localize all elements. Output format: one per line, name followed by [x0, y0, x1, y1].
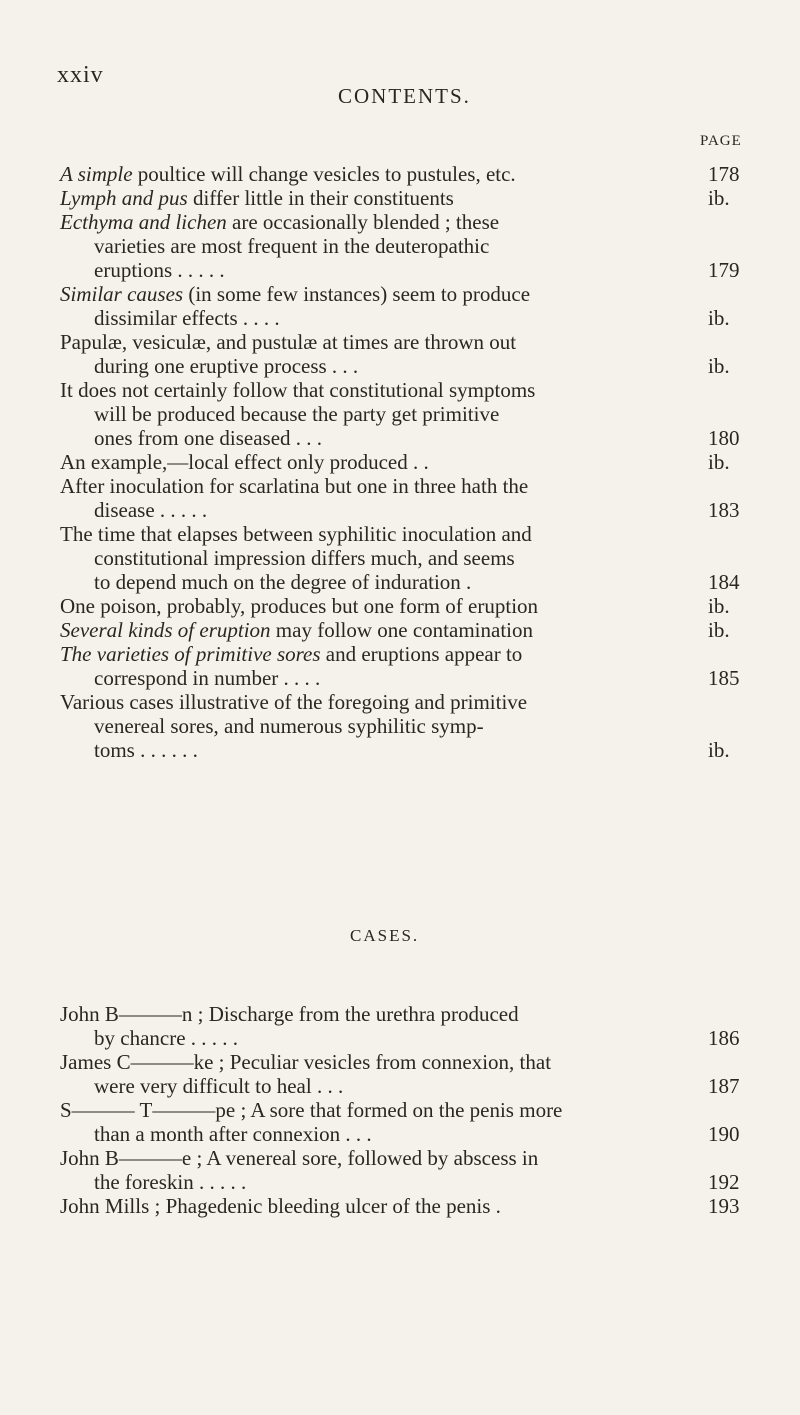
- contents-entry: [60, 522, 760, 594]
- contents-entry-text: (in some few instances) seem to produce: [183, 282, 531, 306]
- case-entry-line: [60, 1002, 760, 1026]
- contents-entry-line: [60, 282, 760, 306]
- contents-entry: [60, 690, 760, 762]
- running-head: CONTENTS.: [338, 84, 471, 108]
- contents-entry-page-ref: ib.: [708, 354, 730, 378]
- contents-entry-continuation-line: toms . . . . . .: [94, 738, 198, 762]
- contents-entry-italic-lead: Ecthyma and lichen: [60, 210, 227, 234]
- contents-entry-text: After inoculation for scarlatina but one in three hath the: [60, 474, 529, 498]
- contents-entry-continuation-line: eruptions . . . . .: [94, 258, 225, 282]
- contents-entry-page-ref: 179: [708, 258, 740, 282]
- case-entry-line: [60, 1146, 760, 1170]
- case-entry-text: James C———ke ; Peculiar vesicles from connexion, that: [60, 1050, 552, 1074]
- contents-entry: [60, 210, 760, 282]
- contents-entry-text: may follow one contamination: [270, 618, 533, 642]
- contents-entry-italic-lead: Similar causes: [60, 282, 184, 306]
- case-entry: [60, 1098, 760, 1146]
- contents-entry-text: differ little in their constituents: [187, 186, 454, 210]
- contents-entry-page-ref: ib.: [708, 594, 730, 618]
- contents-entry-page-ref: ib.: [708, 618, 730, 642]
- contents-entry-text: Papulæ, vesiculæ, and pustulæ at times are thrown out: [60, 330, 517, 354]
- contents-entry-continuation-line: dissimilar effects . . . .: [94, 306, 280, 330]
- contents-entry-italic-lead: The varieties of primitive sores: [60, 642, 321, 666]
- contents-entry-line: [60, 522, 760, 546]
- contents-entry-page-ref: 180: [708, 426, 740, 450]
- case-entry-continuation-line: by chancre . . . . .: [94, 1026, 239, 1050]
- case-entry: [60, 1002, 760, 1050]
- contents-entry-italic-lead: Lymph and pus: [60, 186, 188, 210]
- case-entry-continuation-line: than a month after connexion . . .: [94, 1122, 372, 1146]
- contents-entry-text: and eruptions appear to: [320, 642, 523, 666]
- contents-entry-line: [60, 450, 760, 474]
- contents-entry-italic-lead: A simple: [60, 162, 133, 186]
- contents-entry: [60, 162, 760, 186]
- case-entry-page-ref: 190: [708, 1122, 740, 1146]
- contents-entry-continuation-line: varieties are most frequent in the deuteropathic: [94, 234, 490, 258]
- contents-entry: [60, 378, 760, 450]
- page-number: xxiv: [57, 62, 104, 88]
- contents-entry: [60, 594, 760, 618]
- contents-entry-line: [60, 642, 760, 666]
- contents-entry-text: are occasionally blended ; these: [226, 210, 500, 234]
- contents-entry-text: It does not certainly follow that constitutional symptoms: [60, 378, 536, 402]
- contents-entry: [60, 450, 760, 474]
- contents-entry: [60, 618, 760, 642]
- contents-entry-continuation-line: venereal sores, and numerous syphilitic symp-: [94, 714, 484, 738]
- contents-entry-line: [60, 210, 760, 234]
- contents-entry-line: [60, 186, 760, 210]
- contents-entry-line: [60, 474, 760, 498]
- contents-entry-text: An example,—local effect only produced . .: [60, 450, 429, 474]
- contents-entry-continuation-line: constitutional impression differs much, and seems: [94, 546, 515, 570]
- case-entry-page-ref: 193: [708, 1194, 740, 1218]
- contents-entry-page-ref: 183: [708, 498, 740, 522]
- case-entry-page-ref: 187: [708, 1074, 740, 1098]
- contents-entry-line: [60, 378, 760, 402]
- cases-heading: CASES.: [350, 926, 420, 945]
- case-entry-text: S——— T———pe ; A sore that formed on the penis more: [60, 1098, 563, 1122]
- case-entry-text: John B———n ; Discharge from the urethra produced: [60, 1002, 519, 1026]
- contents-entry-continuation-line: ones from one diseased . . .: [94, 426, 323, 450]
- contents-entry-continuation-line: correspond in number . . . .: [94, 666, 321, 690]
- case-entry: [60, 1050, 760, 1098]
- contents-entry-text: One poison, probably, produces but one form of eruption: [60, 594, 539, 618]
- case-entry-line: [60, 1050, 760, 1074]
- case-entry-text: John Mills ; Phagedenic bleeding ulcer of the penis .: [60, 1194, 501, 1218]
- contents-entry-text: poultice will change vesicles to pustules, etc.: [132, 162, 516, 186]
- contents-entry-page-ref: ib.: [708, 738, 730, 762]
- contents-entry: [60, 642, 760, 690]
- contents-entry-italic-lead: Several kinds of eruption: [60, 618, 271, 642]
- contents-entry-continuation-line: to depend much on the degree of induration .: [94, 570, 472, 594]
- case-entry-page-ref: 192: [708, 1170, 740, 1194]
- contents-entry-page-ref: ib.: [708, 306, 730, 330]
- page-column-label: PAGE: [700, 133, 742, 149]
- contents-entry-line: [60, 162, 760, 186]
- case-entry-line: [60, 1194, 760, 1218]
- contents-entry-line: [60, 690, 760, 714]
- case-entry-page-ref: 186: [708, 1026, 740, 1050]
- contents-entry-page-ref: 184: [708, 570, 740, 594]
- case-entry: [60, 1194, 760, 1218]
- case-entry-continuation-line: were very difficult to heal . . .: [94, 1074, 344, 1098]
- contents-entry: [60, 186, 760, 210]
- case-entry-continuation-line: the foreskin . . . . .: [94, 1170, 247, 1194]
- contents-entry-text: Various cases illustrative of the foregoing and primitive: [60, 690, 528, 714]
- contents-entry-line: [60, 618, 760, 642]
- contents-entry-text: The time that elapses between syphilitic inoculation and: [60, 522, 532, 546]
- contents-entry: [60, 330, 760, 378]
- contents-entry-page-ref: ib.: [708, 186, 730, 210]
- contents-entry-page-ref: 178: [708, 162, 740, 186]
- case-entry-line: [60, 1098, 760, 1122]
- contents-entry: [60, 474, 760, 522]
- contents-entry-continuation-line: disease . . . . .: [94, 498, 208, 522]
- contents-entry-continuation-line: will be produced because the party get primitive: [94, 402, 500, 426]
- contents-entry-line: [60, 594, 760, 618]
- contents-entry: [60, 282, 760, 330]
- contents-entry-page-ref: 185: [708, 666, 740, 690]
- case-entry-text: John B———e ; A venereal sore, followed by abscess in: [60, 1146, 539, 1170]
- contents-entry-line: [60, 330, 760, 354]
- contents-entry-page-ref: ib.: [708, 450, 730, 474]
- contents-entry-continuation-line: during one eruptive process . . .: [94, 354, 359, 378]
- case-entry: [60, 1146, 760, 1194]
